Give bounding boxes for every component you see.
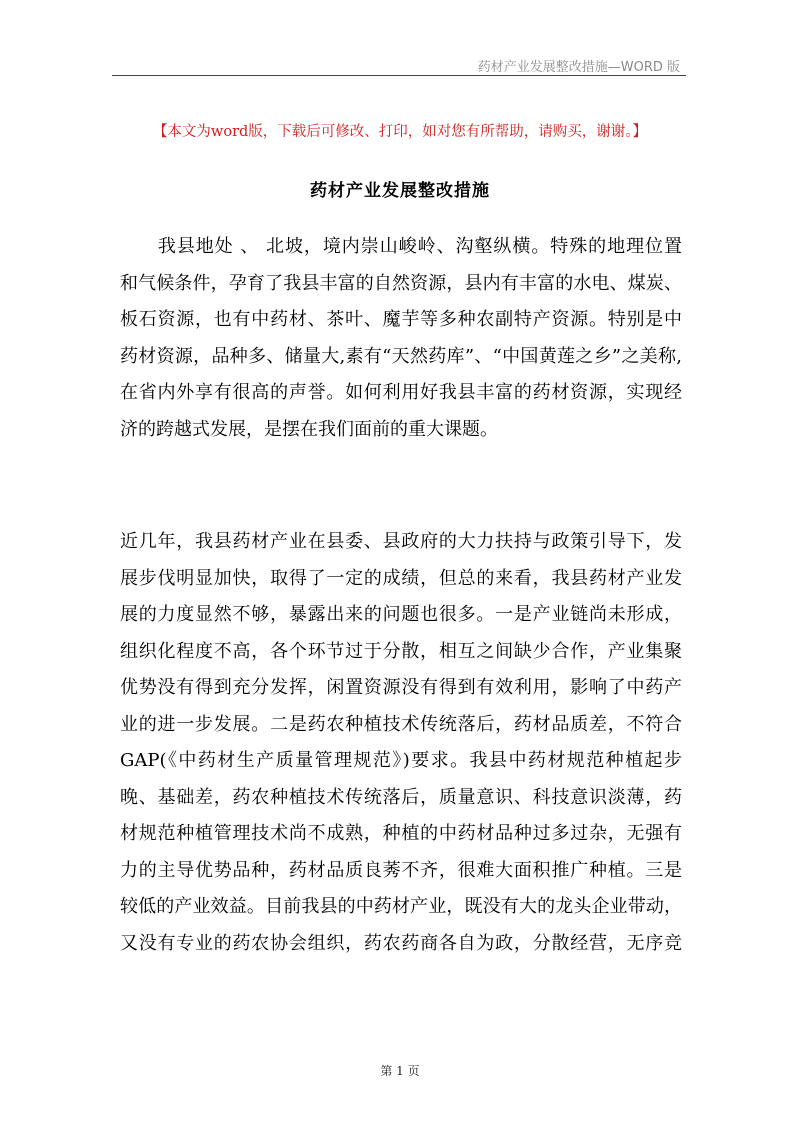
text-line: 近几年，我县药材产业在县委、县政府的大力扶持与政策引导下，发	[120, 531, 682, 552]
text-line: 材规范种植管理技术尚不成熟，种植的中药材品种过多过杂，无强有	[120, 823, 682, 844]
paragraph-intro	[120, 229, 682, 448]
text-line: 晚、基础差，药农种植技术传统落后，质量意识、科技意识淡薄，药	[120, 786, 682, 808]
document-title: 药材产业发展整改措施	[310, 181, 490, 201]
text-line: 优势没有得到充分发挥，闲置资源没有得到有效利用，影响了中药产	[120, 677, 682, 698]
text-line: 药材资源，品种多、储量大,素有“天然药库”、“中国黄莲之乡”之美称,	[120, 345, 682, 367]
text-line: 板石资源，也有中药材、茶叶、魔芋等多种农副特产资源。特别是中	[120, 309, 682, 330]
text-line: 在省内外享有很高的声誉。如何利用好我县丰富的药材资源，实现经	[120, 382, 682, 403]
text-line: 济的跨越式发展，是摆在我们面前的重大课题。	[120, 418, 498, 440]
text-line: 较低的产业效益。目前我县的中药材产业，既没有大的龙头企业带动，	[120, 896, 682, 917]
running-header: 药材产业发展整改措施—WORD 版	[477, 60, 680, 75]
text-line: 展的力度显然不够，暴露出来的问题也很多。一是产业链尚未形成，	[120, 604, 682, 625]
paragraph-problems	[120, 524, 682, 962]
text-line: 我县地处 、 北坡，境内崇山峻岭、沟壑纵横。特殊的地理位置	[120, 236, 682, 257]
text-line: 又没有专业的药农协会组织，药农药商各自为政，分散经营，无序竞	[120, 932, 682, 954]
text-line: GAP(《中药材生产质量管理规范》)要求。我县中药材规范种植起步	[120, 750, 682, 771]
text-line: 组织化程度不高，各个环节过于分散，相互之间缺少合作，产业集聚	[120, 640, 682, 662]
page-number: 第 1 页	[380, 1064, 420, 1078]
text-line: 展步伐明显加快，取得了一定的成绩，但总的来看，我县药材产业发	[120, 567, 682, 589]
download-notice: 【本文为word版，下载后可修改、打印，如对您有所帮助，请购买，谢谢。】	[152, 124, 648, 140]
text-line: 业的进一步发展。二是药农种植技术传统落后，药材品质差，不符合	[120, 713, 682, 735]
header-rule	[112, 75, 686, 76]
text-line: 和气候条件，孕育了我县丰富的自然资源，县内有丰富的水电、煤炭、	[120, 272, 682, 294]
text-line: 力的主导优势品种，药材品质良莠不齐，很难大面积推广种植。三是	[120, 859, 682, 881]
